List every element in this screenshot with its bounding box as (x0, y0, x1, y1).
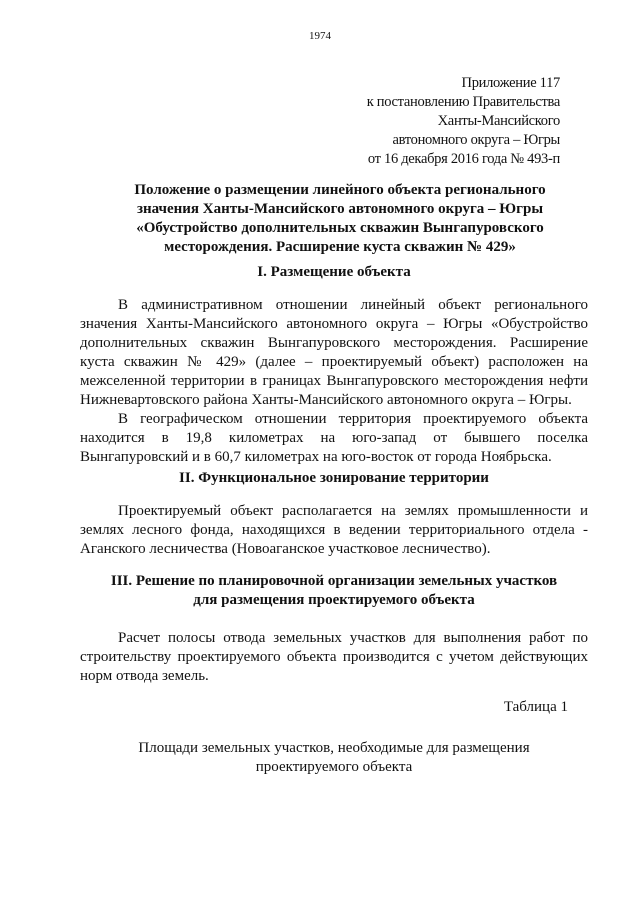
paragraph-line: значения Ханты-Мансийского автономного округа – Югры «Обустройство (80, 316, 588, 332)
section-2-paragraph-1 (80, 502, 588, 559)
section-1-heading (80, 263, 588, 282)
paragraph-line: В административном отношении линейный объект регионального (118, 297, 588, 313)
section-3-heading (80, 572, 588, 610)
appendix-block (367, 74, 560, 169)
section-heading-text: для размещения проектируемого объекта (193, 592, 475, 608)
paragraph-line: В географическом отношении территория проектируемого объекта (118, 411, 588, 427)
table-title (80, 739, 588, 777)
table-label: Таблица 1 (503, 699, 568, 715)
title-line: «Обустройство дополнительных скважин Вынгапуровского (136, 220, 544, 236)
paragraph-line: норм отвода земель. (80, 668, 209, 684)
paragraph-line: землях лесного фонда, находящихся в ведении территориального отдела - (80, 522, 588, 538)
paragraph-line: межселенной территории в границах Вынгапуровского месторождения нефти (80, 373, 588, 389)
section-3-paragraph-1 (80, 629, 588, 686)
paragraph-line: дополнительных скважин Вынгапуровского месторождения. Расширение (80, 335, 588, 351)
title-line: Положение о размещении линейного объекта регионального (134, 182, 546, 198)
paragraph-line: куста скважин № 429» (далее – проектируемый объект) расположен на (80, 354, 588, 370)
section-heading-text: III. Решение по планировочной организации земельных участков (110, 573, 558, 589)
appendix-line: Приложение 117 (461, 75, 560, 91)
section-heading-text: II. Функциональное зонирование территории (179, 470, 489, 486)
title-line: значения Ханты-Мансийского автономного округа – Югры (136, 201, 544, 217)
table-title-line: Площади земельных участков, необходимые для размещения (138, 740, 530, 756)
paragraph-line: строительству проектируемого объекта производится с учетом действующих (80, 649, 588, 665)
paragraph-line: Вынгапуровский и в 60,7 километрах на юго-восток от города Ноябрьска. (80, 449, 552, 465)
appendix-line: от 16 декабря 2016 года № 493-п (367, 151, 560, 167)
paragraph-line: Аганского лесничества (Новоаганское участковое лесничество). (80, 541, 491, 557)
paragraph-line: Нижневартовского района Ханты-Мансийского автономного округа – Югры. (80, 392, 572, 408)
table-title-line: проектируемого объекта (255, 759, 413, 775)
paragraph-line: находится в 19,8 километрах на юго-запад от бывшего поселка (80, 430, 588, 446)
section-heading-text: I. Размещение объекта (257, 264, 411, 280)
appendix-line: к постановлению Правительства (366, 94, 560, 110)
document-title (112, 181, 568, 257)
appendix-line: автономного округа – Югры (392, 132, 560, 148)
paragraph-line: Расчет полосы отвода земельных участков для выполнения работ по (118, 630, 588, 646)
title-line: месторождения. Расширение куста скважин № 429» (164, 239, 516, 255)
page-number: 1974 (309, 30, 331, 42)
appendix-line: Ханты-Мансийского (437, 113, 560, 129)
paragraph-line: Проектируемый объект располагается на землях промышленности и (118, 503, 588, 519)
section-2-heading (80, 469, 588, 488)
section-1-paragraph-1 (80, 296, 588, 410)
section-1-paragraph-2 (80, 410, 588, 467)
